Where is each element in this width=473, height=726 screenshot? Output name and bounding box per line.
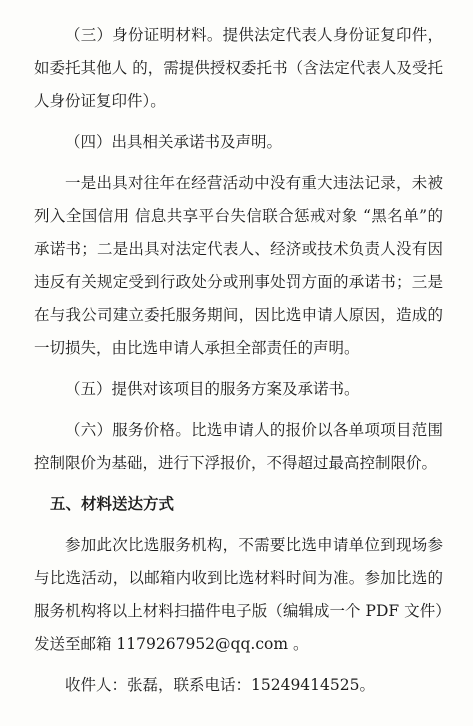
section-heading-delivery: 五、材料送达方式: [50, 495, 175, 513]
paragraph-service-price: （六）服务价格。比选申请人的报价以各单项项目范围控制限价为基础，进行下浮报价，不得超过最高控制限价。: [34, 421, 443, 472]
paragraph-delivery-method: 参加此次比选服务机构，不需要比选申请单位到现场参与比选活动，以邮箱内收到比选材料时间为准。参加比选的服务机构将以上材料扫描件电子版（编辑成一个 PDF 文件）发送至邮箱 1179267952@qq.com 。: [34, 536, 443, 653]
paragraph-commitment-title: （四）出具相关承诺书及声明。: [65, 133, 283, 151]
paragraph-recipient: 收件人：张磊，联系电话：15249414525。: [65, 676, 375, 694]
paragraph-commitment-details: 一是出具对往年在经营活动中没有重大违法记录，未被列入全国信用 信息共享平台失信联合惩戒对象 “黑名单”的承诺书；二是出具对法定代表人、经济或技术负责人没有因违反有关规定受到行政处分或刑事处罚方面的承诺书；三是在与我公司建立委托服务期间，因比选申请人原因，造成的一切损失，由比选申请人承担全部责任的声明。: [34, 174, 443, 357]
paragraph-service-plan: （五）提供对该项目的服务方案及承诺书。: [65, 380, 360, 398]
paragraph-identity-documents: （三）身份证明材料。提供法定代表人身份证复印件，如委托其他人 的，需提供授权委托书（含法定代表人及受托人身份证复印件）。: [34, 26, 443, 110]
